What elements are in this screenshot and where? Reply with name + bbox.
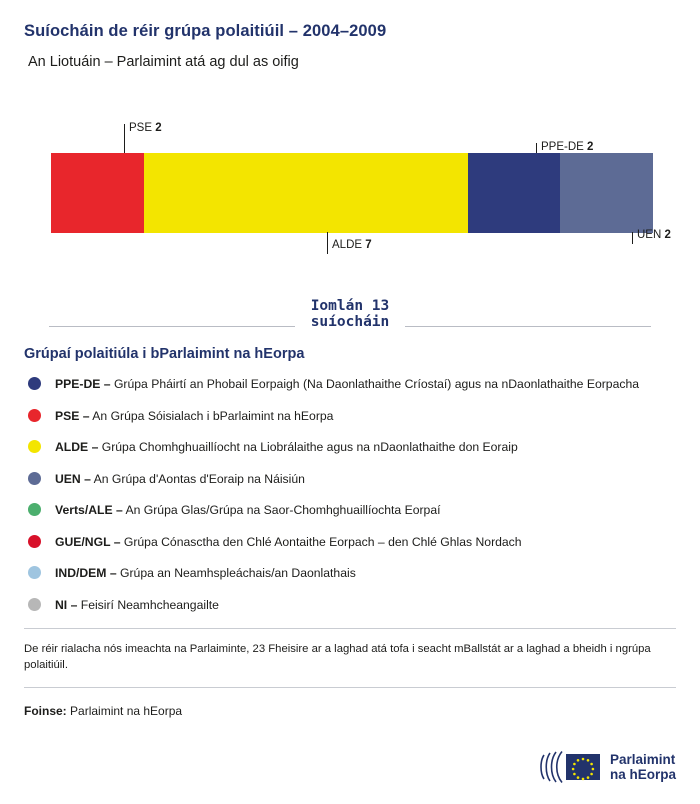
legend-color-dot-verts-ale [28,503,41,516]
legend-color-dot-uen [28,472,41,485]
legend-desc-gue-ngl: Grúpa Cónasctha den Chlé Aontaithe Eorpach – den Chlé Ghlas Nordach [123,534,522,549]
legend-abbr-uen: UEN – [55,471,91,486]
bar-segment-uen[interactable] [560,153,653,233]
callout-alde-value: 7 [365,239,372,251]
legend-item-ni[interactable] [24,597,676,613]
callout-ppede-value: 2 [587,141,594,153]
logo-line-2: na hEorpa [609,767,676,782]
total-seats-value: Iomlán 13 [310,298,390,314]
callout-alde [332,239,372,251]
legend-item-pse[interactable] [24,408,676,424]
total-seats [24,298,676,342]
total-divider-right [405,326,651,327]
total-seats-unit: suíocháin [310,314,390,330]
legend-abbr-alde: ALDE – [55,440,99,454]
logo-line-1: Parlaimint [609,752,676,767]
footnote-text: De réir rialacha nós imeachta na Parlaiminte, 23 Fheisire ar a laghad atá tofa i seacht mBallstát ar a laghad a bheidh i ngrúpa polaitiúil. [24,643,651,671]
source-line [24,704,676,718]
legend-color-dot-ni [28,598,41,611]
divider-above-footnote [24,628,676,629]
bar-segment-pse[interactable] [51,153,144,233]
legend-color-dot-ppe-de [28,377,41,390]
divider-above-source [24,687,676,688]
source-label: Foinse: [24,704,67,718]
logo-text [610,752,676,782]
parliament-logo [540,748,676,786]
legend-item-uen[interactable] [24,471,676,487]
bar-segment-ppede[interactable] [468,153,561,233]
seats-bar-chart [24,122,676,272]
eu-flag-icon [540,748,602,786]
legend-title: Grúpaí polaitiúla i bParlaimint na hEorpa [24,346,305,362]
legend-color-dot-pse [28,409,41,422]
legend-desc-ni: Feisirí Neamhcheangailte [80,597,219,612]
callout-pse-group: PSE [129,122,153,134]
legend-desc-ind-dem: Grúpa an Neamhspleáchais/an Daonlathais [120,566,356,580]
legend-color-dot-alde [28,440,41,453]
legend-desc-alde: Grúpa Chomhghuaillíocht na Liobrálaithe agus na nDaonlathaithe don Eoraip [101,440,518,454]
source-value: Parlaimint na hEorpa [70,704,183,718]
legend-color-dot-ind-dem [28,566,41,579]
tick-pse [124,124,125,154]
callout-alde-group: ALDE [332,239,363,251]
callout-uen-group: UEN [637,229,662,241]
legend-item-alde[interactable] [24,439,676,455]
page-subtitle: An Liotuáin – Parlaimint atá ag dul as oifig [28,54,299,70]
legend-color-dot-gue-ngl [28,535,41,548]
legend-item-ind-dem[interactable] [24,565,676,581]
legend-abbr-ind-dem: IND/DEM – [55,566,117,580]
bar-segment-alde[interactable] [144,153,468,233]
legend-abbr-verts-ale: Verts/ALE – [55,503,123,517]
legend-item-verts-ale[interactable] [24,502,676,518]
callout-pse [129,122,162,134]
callout-uen [637,229,671,241]
callout-ppede [541,141,593,153]
legend-abbr-pse: PSE – [55,408,90,423]
callout-pse-value: 2 [155,122,162,134]
legend-desc-verts-ale: An Grúpa Glas/Grúpa na Saor-Chomhghuaillíochta Eorpaí [125,503,441,517]
total-divider-left [49,326,295,327]
legend-desc-ppe-de: Grúpa Pháirtí an Phobail Eorpaigh (Na Daonlathaithe Críostaí) agus na nDaonlathaithe Eorpacha [113,377,640,391]
legend-abbr-gue-ngl: GUE/NGL – [55,534,121,549]
legend-item-ppe-de[interactable] [24,376,676,392]
legend [24,376,676,613]
legend-item-gue-ngl[interactable] [24,534,676,550]
callout-ppede-group: PPE-DE [541,141,584,153]
stacked-bar [51,153,653,233]
tick-alde [327,232,328,254]
legend-abbr-ni: NI – [55,597,78,612]
legend-desc-pse: An Grúpa Sóisialach i bParlaimint na hEorpa [92,408,334,423]
tick-uen [632,232,633,244]
callout-uen-value: 2 [664,229,671,241]
page-title: Suíocháin de réir grúpa polaitiúil – 2004–2009 [24,22,387,40]
legend-desc-uen: An Grúpa d'Aontas d'Eoraip na Náisiún [93,471,305,486]
legend-abbr-ppe-de: PPE-DE – [55,377,111,391]
